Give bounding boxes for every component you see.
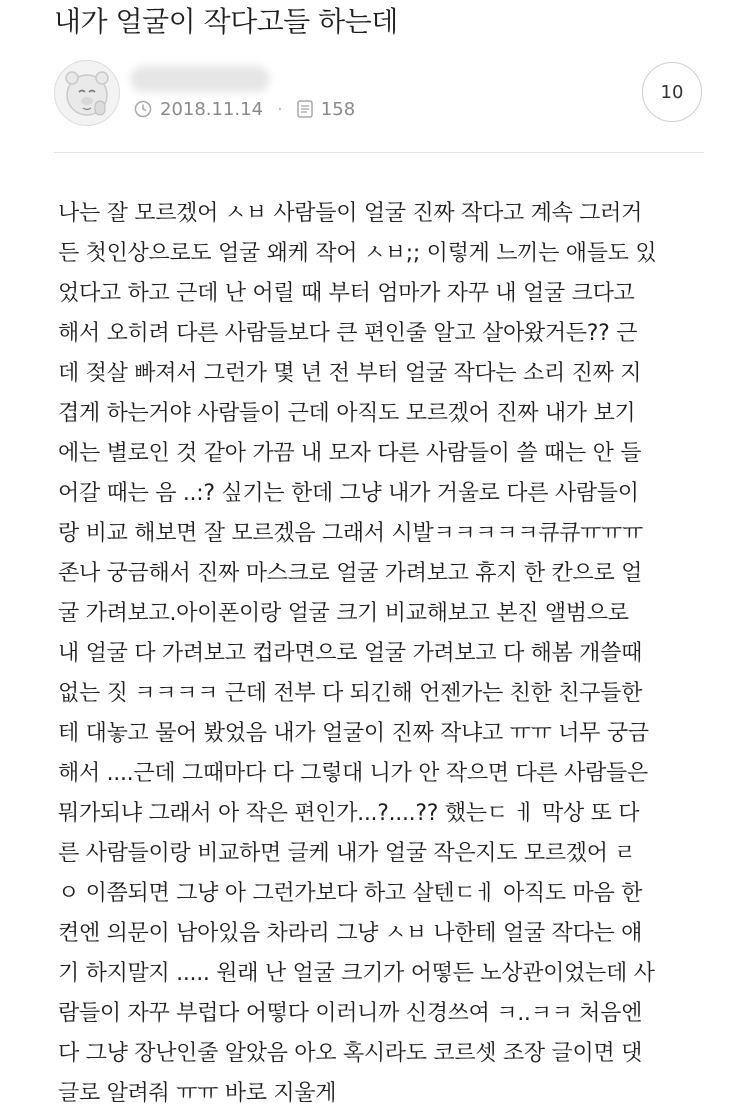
body-line: 없는 짓 ㅋㅋㅋㅋ 근데 전부 다 되긴해 언젠가는 친한 친구들한	[58, 681, 643, 706]
body-line: 랑 비교 해보면 잘 모르겠음 그래서 시발ㅋㅋㅋㅋㅋ큐큐ㅠㅠㅠ	[58, 521, 643, 546]
body-line: 굴 가려보고.아이폰이랑 얼굴 크기 비교해보고 본진 앨범으로	[58, 601, 629, 626]
body-line: 람들이 자꾸 부럽다 어떻다 이러니까 신경쓰여 ㅋ..ㅋㅋ 처음엔	[58, 1001, 643, 1026]
avatar[interactable]	[54, 60, 120, 126]
body-line: 뭐가되냐 그래서 아 작은 편인가...?....?? 했는ㄷ ㅔ 막상 또 다	[58, 801, 640, 826]
clock-icon	[134, 100, 152, 118]
body-line: 든 첫인상으로도 얼굴 왜케 작어 ㅅㅂ;; 이렇게 느끼는 애들도 있	[58, 241, 657, 266]
post-title: 내가 얼굴이 작다고들 하는데	[54, 5, 398, 38]
body-line: ㅇ 이쯤되면 그냥 아 그런가보다 하고 살텐ㄷㅔ 아직도 마음 한	[58, 881, 643, 906]
body-line: 기 하지말지 ..... 원래 난 얼굴 크기가 어떻든 노상관이었는데 사	[58, 961, 655, 986]
body-line: 겹게 하는거야 사람들이 근데 아직도 모르겠어 진짜 내가 보기	[58, 401, 636, 426]
body-line: 테 대놓고 물어 봤었음 내가 얼굴이 진짜 작냐고 ㅠㅠ 너무 궁금	[58, 721, 649, 746]
body-line: 해서 오히려 다른 사람들보다 큰 편인줄 알고 살아왔거든?? 근	[58, 321, 638, 346]
body-line: 내 얼굴 다 가려보고 컵라면으로 얼굴 가려보고 다 해봄 개쓸때	[58, 641, 643, 666]
post-date: 2018.11.14	[160, 98, 264, 120]
divider	[54, 152, 704, 153]
comment-count: 10	[660, 81, 684, 103]
post-body	[58, 194, 708, 1114]
meta-separator: ·	[277, 98, 283, 120]
post-meta	[54, 58, 704, 128]
post-info	[134, 98, 355, 120]
body-line: 해서 ....근데 그때마다 다 그렇대 니가 안 작으면 다른 사람들은	[58, 761, 648, 786]
body-line: 에는 별로인 것 같아 가끔 내 모자 다른 사람들이 쓸 때는 안 들	[58, 441, 642, 466]
body-line: 다 그냥 장난인줄 알았음 아오 혹시라도 코르셋 조장 글이면 댓	[58, 1041, 643, 1066]
comment-count-button[interactable]	[642, 62, 702, 122]
author-name-blurred	[130, 66, 270, 92]
document-icon	[297, 100, 313, 118]
body-line: 데 젖살 빠져서 그런가 몇 년 전 부터 얼굴 작다는 소리 진짜 지	[58, 361, 642, 386]
view-count: 158	[320, 98, 356, 120]
body-line: 어갈 때는 음 ..:? 싶기는 한데 그냥 내가 거울로 다른 사람들이	[58, 481, 639, 506]
body-line: 켠엔 의문이 남아있음 차라리 그냥 ㅅㅂ 나한테 얼굴 작다는 얘	[58, 921, 643, 946]
body-line: 른 사람들이랑 비교하면 글케 내가 얼굴 작은지도 모르겠어 ㄹ	[58, 841, 636, 866]
body-line: 존나 궁금해서 진짜 마스크로 얼굴 가려보고 휴지 한 칸으로 얼	[58, 561, 643, 586]
body-line: 었다고 하고 근데 난 어릴 때 부터 엄마가 자꾸 내 얼굴 크다고	[58, 281, 635, 306]
body-line: 글로 알려줘 ㅠㅠ 바로 지울게	[58, 1081, 337, 1106]
body-line: 나는 잘 모르겠어 ㅅㅂ 사람들이 얼굴 진짜 작다고 계속 그러거	[58, 201, 643, 226]
